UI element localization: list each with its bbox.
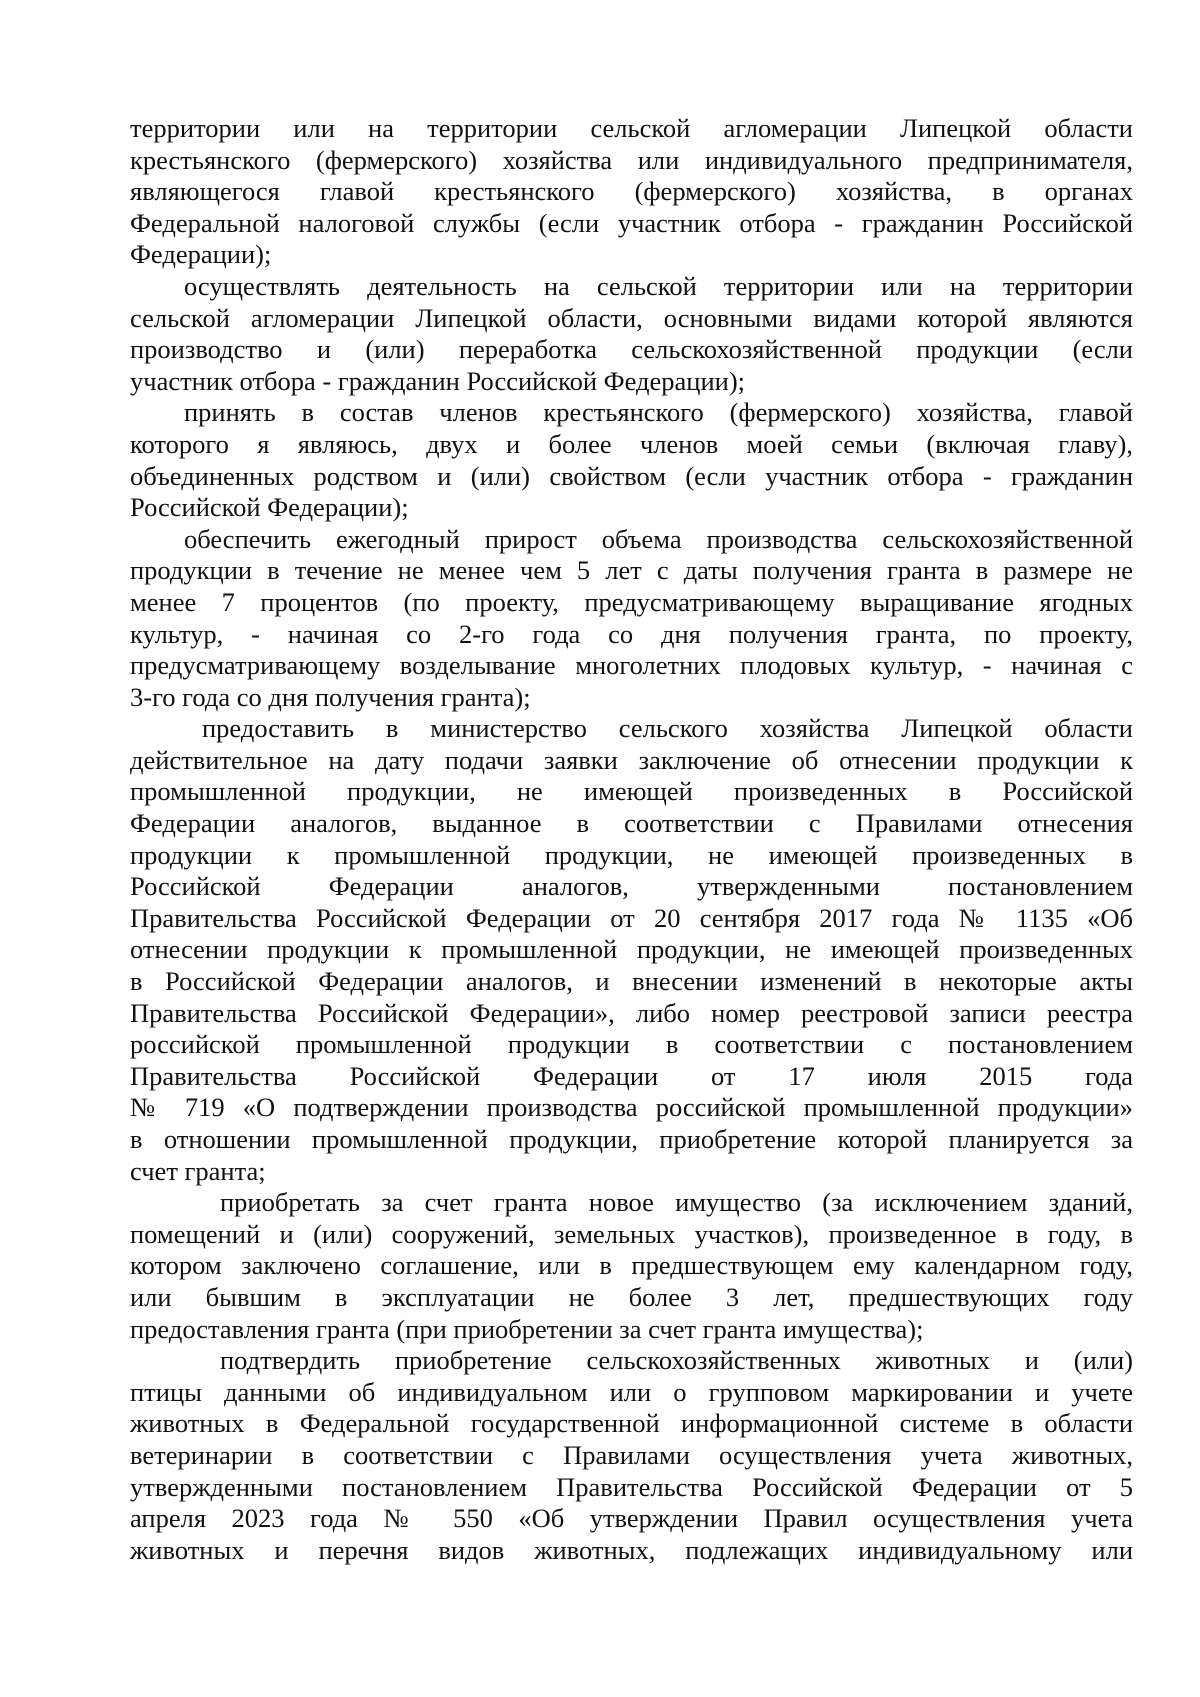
text-line: птицы данными об индивидуальном или о групповом маркировании и учете (130, 1376, 1133, 1407)
text-line: Российской Федерации); (130, 492, 409, 523)
text-line: Правительства Российской Федерации», либо номер реестровой записи реестра (130, 997, 1133, 1028)
text-line: животных и перечня видов животных, подлежащих индивидуальному или (130, 1534, 1133, 1565)
text-line: помещений и (или) сооружений, земельных участков), произведенное в году, в (130, 1218, 1133, 1249)
text-line: крестьянского (фермерского) хозяйства или индивидуального предпринимателя, (130, 144, 1133, 175)
paragraph (130, 271, 1133, 397)
text-line: менее 7 процентов (по проекту, предусматривающему выращивание ягодных (130, 586, 1133, 617)
text-line: Правительства Российской Федерации от 17 июля 2015 года (130, 1060, 1133, 1091)
text-line: культур, - начиная со 2-го года со дня получения гранта, по проекту, (130, 618, 1133, 649)
text-line: ветеринарии в соответствии с Правилами осуществления учета животных, (130, 1439, 1133, 1470)
text-line: приобретать за счет гранта новое имущество (за исключением зданий, (220, 1187, 1133, 1218)
paragraph (130, 524, 1133, 714)
text-line: утвержденными постановлением Правительства Российской Федерации от 5 (130, 1471, 1133, 1502)
text-line: принять в состав членов крестьянского (фермерского) хозяйства, главой (184, 397, 1133, 428)
text-line: Российской Федерации аналогов, утвержденными постановлением (130, 871, 1133, 902)
text-line: предусматривающему возделывание многолетних плодовых культур, - начиная с (130, 650, 1133, 681)
text-line: счет гранта; (130, 1155, 266, 1186)
text-line: Федеральной налоговой службы (если участник отбора - гражданин Российской (130, 207, 1133, 238)
text-line: сельской агломерации Липецкой области, основными видами которой являются (130, 302, 1133, 333)
text-line: являющегося главой крестьянского (фермерского) хозяйства, в органах (130, 176, 1133, 207)
text-line: животных в Федеральной государственной информационной системе в области (130, 1408, 1133, 1439)
text-line: № 719 «О подтверждении производства российской промышленной продукции» (130, 1092, 1133, 1123)
text-line: апреля 2023 года № 550 «Об утверждении Правил осуществления учета (130, 1503, 1133, 1534)
text-line: российской промышленной продукции в соответствии с постановлением (130, 1029, 1133, 1060)
paragraph (130, 397, 1133, 523)
text-line: промышленной продукции, не имеющей произведенных в Российской (130, 776, 1133, 807)
text-line: территории или на территории сельской агломерации Липецкой области (130, 113, 1133, 143)
text-line: предоставить в министерство сельского хозяйства Липецкой области (202, 713, 1133, 744)
paragraph (130, 713, 1133, 1187)
text-line: осуществлять деятельность на сельской территории или на территории (184, 270, 1133, 301)
text-line: или бывшим в эксплуатации не более 3 лет, предшествующих году (130, 1281, 1133, 1312)
paragraph (130, 1345, 1133, 1566)
text-line: Правительства Российской Федерации от 20 сентября 2017 года № 1135 «Об (130, 902, 1133, 933)
text-line: Федерации аналогов, выданное в соответствии с Правилами отнесения (130, 808, 1133, 839)
text-line: обеспечить ежегодный прирост объема производства сельскохозяйственной (184, 523, 1133, 554)
text-line: в отношении промышленной продукции, приобретение которой планируется за (130, 1124, 1133, 1154)
paragraph (130, 1187, 1133, 1345)
text-line: котором заключено соглашение, или в предшествующем ему календарном году, (130, 1250, 1133, 1281)
text-line: участник отбора - гражданин Российской Федерации); (130, 365, 746, 396)
text-line: объединенных родством и (или) свойством (если участник отбора - гражданин (130, 460, 1133, 491)
text-line: отнесении продукции к промышленной продукции, не имеющей произведенных (130, 934, 1133, 965)
text-line: продукции в течение не менее чем 5 лет с даты получения гранта в размере не (130, 555, 1133, 586)
document-page (130, 113, 1133, 1566)
text-line: действительное на дату подачи заявки заключение об отнесении продукции к (130, 744, 1133, 775)
text-line: Федерации); (130, 239, 272, 270)
text-line: 3-го года со дня получения гранта); (130, 681, 531, 712)
text-line: предоставления гранта (при приобретении за счет гранта имущества); (130, 1313, 924, 1344)
text-line: в Российской Федерации аналогов, и внесении изменений в некоторые акты (130, 966, 1133, 997)
paragraph (130, 113, 1133, 271)
text-line: подтвердить приобретение сельскохозяйственных животных и (или) (220, 1345, 1133, 1376)
text-line: производство и (или) переработка сельскохозяйственной продукции (если (130, 334, 1133, 365)
text-line: продукции к промышленной продукции, не имеющей произведенных в (130, 839, 1133, 870)
text-line: которого я являюсь, двух и более членов моей семьи (включая главу), (130, 428, 1133, 459)
